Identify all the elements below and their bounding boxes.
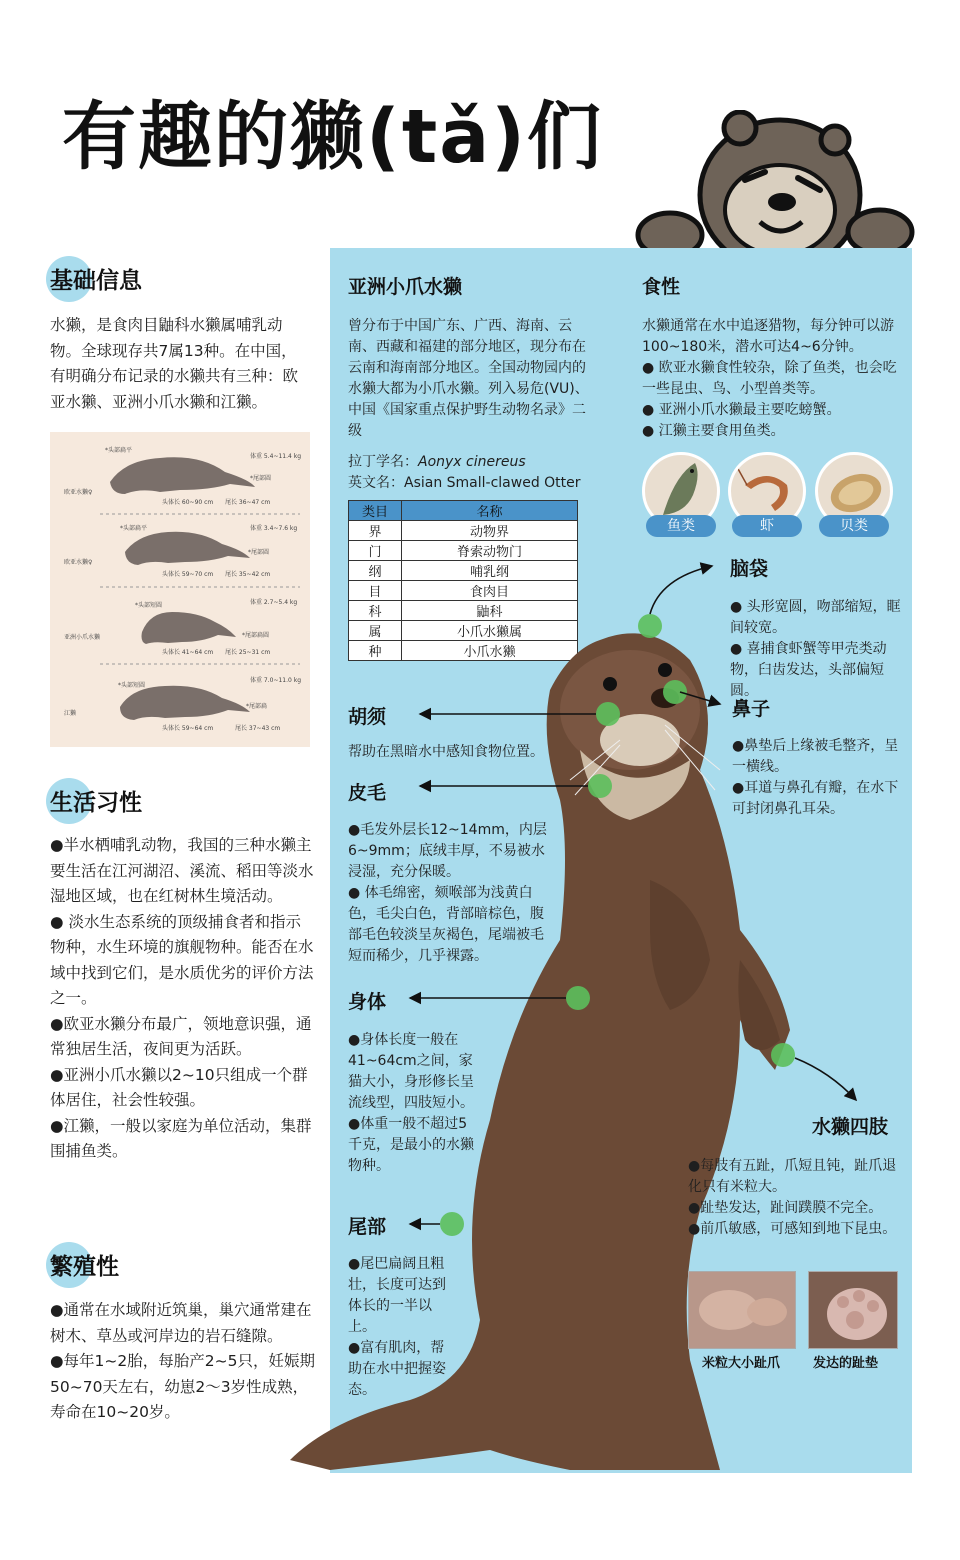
- limbs-label: 水獭四肢: [812, 1116, 889, 1138]
- species-text: 曾分布于中国广东、广西、海南、云南、西藏和福建的部分地区，现分布在云南和海南部分地区。全国动物园内的水獭大都为小爪水獭。列入易危(VU)、中国《国家重点保护野生动物名录》二级 拉丁学名：Aonyx cinereus 英文名：Asian Small-clawed Otter: [348, 316, 598, 494]
- size-name: 欧亚水獭♀: [64, 489, 93, 496]
- size-weight: 体重 5.4~11.4 kg: [250, 453, 302, 460]
- table-cell: 属: [349, 621, 402, 641]
- photo-caption: 发达的趾垫: [813, 1356, 879, 1371]
- table-cell: 食肉目: [402, 581, 578, 601]
- size-body: 头体长 41~64 cm: [162, 649, 214, 656]
- table-cell: 界: [349, 521, 402, 541]
- list-item: ●鼻垫后上缘被毛整齐，呈一横线。: [732, 738, 899, 775]
- list-item: ●尾巴扁阔且粗壮，长度可达到体长的一半以上。: [348, 1256, 446, 1335]
- list-item: 水獭通常在水中追逐猎物，每分钟可以游100~180米，潜水可达4~6分钟。: [642, 318, 894, 355]
- list-item: ●耳道与鼻孔有瓣，在水下可封闭鼻孔耳朵。: [732, 780, 899, 817]
- tail-label: 尾部: [348, 1216, 387, 1238]
- arrow-head: [650, 566, 712, 614]
- basic-text: 水獭，是食肉目鼬科水獭属哺乳动物。全球现存共7属13种。在中国，有明确分布记录的水獭共有三种：欧亚水獭、亚洲小爪水獭和江獭。: [50, 316, 299, 411]
- list-item: ●身体长度一般在41~64cm之间，家猫大小，身形修长呈流线型，四肢短小。: [348, 1032, 474, 1111]
- size-tail-note: *尾部扁圆: [242, 632, 270, 639]
- size-tail-note: *尾部扁: [246, 703, 268, 710]
- head-text: [730, 597, 905, 702]
- list-item: ●每肢有五趾，爪短且钝，趾爪退化只有米粒大。: [688, 1158, 897, 1195]
- whiskers-label: 胡须: [348, 706, 387, 728]
- table-cell: 小爪水獭属: [402, 621, 578, 641]
- list-item: ●每年1~2胎，每胎产2~5只，妊娠期50~70天左右，幼崽2～3岁性成熟，寿命在10~20岁。: [50, 1352, 315, 1421]
- head-label: 脑袋: [730, 558, 769, 580]
- basic-heading: 基础信息: [50, 268, 142, 294]
- diet-heading: 食性: [642, 276, 681, 298]
- size-tail-note: *尾部圆: [250, 475, 272, 482]
- list-item: ● 体毛绵密，颏喉部为浅黄白色，毛尖白色，背部暗棕色，腹部毛色较淡呈灰褐色，尾端被毛短而稀少，几乎裸露。: [348, 885, 544, 964]
- size-tail: 尾长 36~47 cm: [225, 499, 271, 506]
- list-item: ●毛发外层长12~14mm，内层6~9mm；底绒丰厚，不易被水浸湿，充分保暖。: [348, 822, 547, 880]
- table-cell: 哺乳纲: [402, 561, 578, 581]
- size-body: 头体长 60~90 cm: [162, 499, 214, 506]
- list-item: ●亚洲小爪水獭以2~10只组成一个群体居住，社会性较强。: [50, 1065, 308, 1109]
- limbs-text: [688, 1156, 903, 1240]
- food-label: 贝类: [819, 515, 889, 537]
- table-cell: 纲: [349, 561, 402, 581]
- nose-text: [732, 736, 902, 820]
- fur-label: 皮毛: [348, 782, 387, 804]
- size-tail: 尾长 25~31 cm: [225, 649, 271, 656]
- table-cell: 鼬科: [402, 601, 578, 621]
- table-header: 类目: [349, 501, 402, 521]
- tail-text: [348, 1254, 448, 1401]
- body-label: 身体: [348, 991, 387, 1013]
- breeding-section: [50, 1248, 119, 1281]
- claw-photo: [688, 1271, 796, 1349]
- size-note-top: *头部扁平: [105, 447, 133, 454]
- size-body: 头体长 59~64 cm: [162, 725, 214, 732]
- list-item: ●欧亚水獭分布最广，领地意识强，通常独居生活，夜间更为活跃。: [50, 1014, 312, 1058]
- list-item: ●通常在水域附近筑巢，巢穴通常建在树木、草丛或河岸边的岩石缝隙。: [50, 1301, 312, 1345]
- whiskers-text: 帮助在黑暗水中感知食物位置。: [348, 744, 544, 760]
- body-text: [348, 1030, 478, 1177]
- species-heading: 亚洲小爪水獭: [348, 276, 463, 298]
- fur-text: [348, 820, 553, 967]
- size-name: 江獭: [64, 710, 77, 717]
- size-weight: 体重 7.0~11.0 kg: [250, 677, 302, 684]
- list-item: ●趾垫发达，趾间蹼膜不完全。: [688, 1200, 883, 1216]
- arrow-limbs: [795, 1058, 856, 1100]
- list-item: ● 喜捕食虾蟹等甲壳类动物，臼齿发达，头部偏短圆。: [730, 641, 887, 699]
- list-item: ● 欧亚水獭食性较杂，除了鱼类，也会吃一些昆虫、鸟、小型兽类等。: [642, 360, 897, 397]
- size-tail: 尾长 37~43 cm: [235, 725, 281, 732]
- table-cell: 动物界: [402, 521, 578, 541]
- list-item: ●半水栖哺乳动物，我国的三种水獭主要生活在江河湖沼、溪流、稻田等淡水湿地区域，也在红树林生境活动。: [50, 836, 314, 905]
- food-label: 鱼类: [646, 515, 716, 537]
- table-cell: 门: [349, 541, 402, 561]
- list-item: ● 江獭主要食用鱼类。: [642, 423, 785, 439]
- size-note-top: *头部短圆: [135, 602, 163, 609]
- food-label: 虾: [732, 515, 802, 537]
- basic-section: [50, 262, 142, 295]
- size-note-top: *头部扁平: [120, 525, 148, 532]
- list-item: ●江獭，一般以家庭为单位活动，集群围捕鱼类。: [50, 1116, 312, 1160]
- list-item: ● 头形宽圆，吻部缩短，眶间较宽。: [730, 599, 901, 636]
- list-item: ●富有肌肉，帮助在水中把握姿态。: [348, 1340, 446, 1398]
- latin-name: 拉丁学名：Aonyx cinereus: [348, 454, 526, 470]
- habits-heading: 生活习性: [50, 790, 142, 816]
- arrow-nose: [680, 692, 720, 704]
- page-title: 有趣的獭(tǎ)们: [62, 94, 603, 180]
- list-item: ● 亚洲小爪水獭最主要吃螃蟹。: [642, 402, 841, 418]
- size-weight: 体重 3.4~7.6 kg: [250, 525, 298, 532]
- table-cell: 脊索动物门: [402, 541, 578, 561]
- size-tail: 尾长 35~42 cm: [225, 571, 271, 578]
- table-cell: 小爪水獭: [402, 641, 578, 661]
- size-note-top: *头部短圆: [118, 682, 146, 689]
- table-cell: 目: [349, 581, 402, 601]
- table-cell: 种: [349, 641, 402, 661]
- size-name: 亚洲小爪水獭: [64, 634, 101, 641]
- table-cell: 科: [349, 601, 402, 621]
- english-name: 英文名：Asian Small-clawed Otter: [348, 475, 581, 491]
- photo-caption: 米粒大小趾爪: [702, 1356, 781, 1371]
- habits-section: [50, 784, 142, 817]
- list-item: ●前爪敏感，可感知到地下昆虫。: [688, 1221, 897, 1237]
- pad-photo: [808, 1271, 898, 1349]
- list-item: ●体重一般不超过5千克，是最小的水獭物种。: [348, 1116, 474, 1174]
- size-tail-note: *尾部圆: [248, 549, 270, 556]
- size-body: 头体长 59~70 cm: [162, 571, 214, 578]
- table-header: 名称: [402, 501, 578, 521]
- breeding-heading: 繁殖性: [50, 1254, 119, 1280]
- nose-label: 鼻子: [732, 698, 771, 720]
- size-weight: 体重 2.7~5.4 kg: [250, 599, 298, 606]
- list-item: ● 淡水生态系统的顶级捕食者和指示物种，水生环境的旗舰物种。能否在水域中找到它们，是水质优劣的评价方法之一。: [50, 912, 314, 1007]
- size-name: 欧亚水獭♀: [64, 559, 93, 566]
